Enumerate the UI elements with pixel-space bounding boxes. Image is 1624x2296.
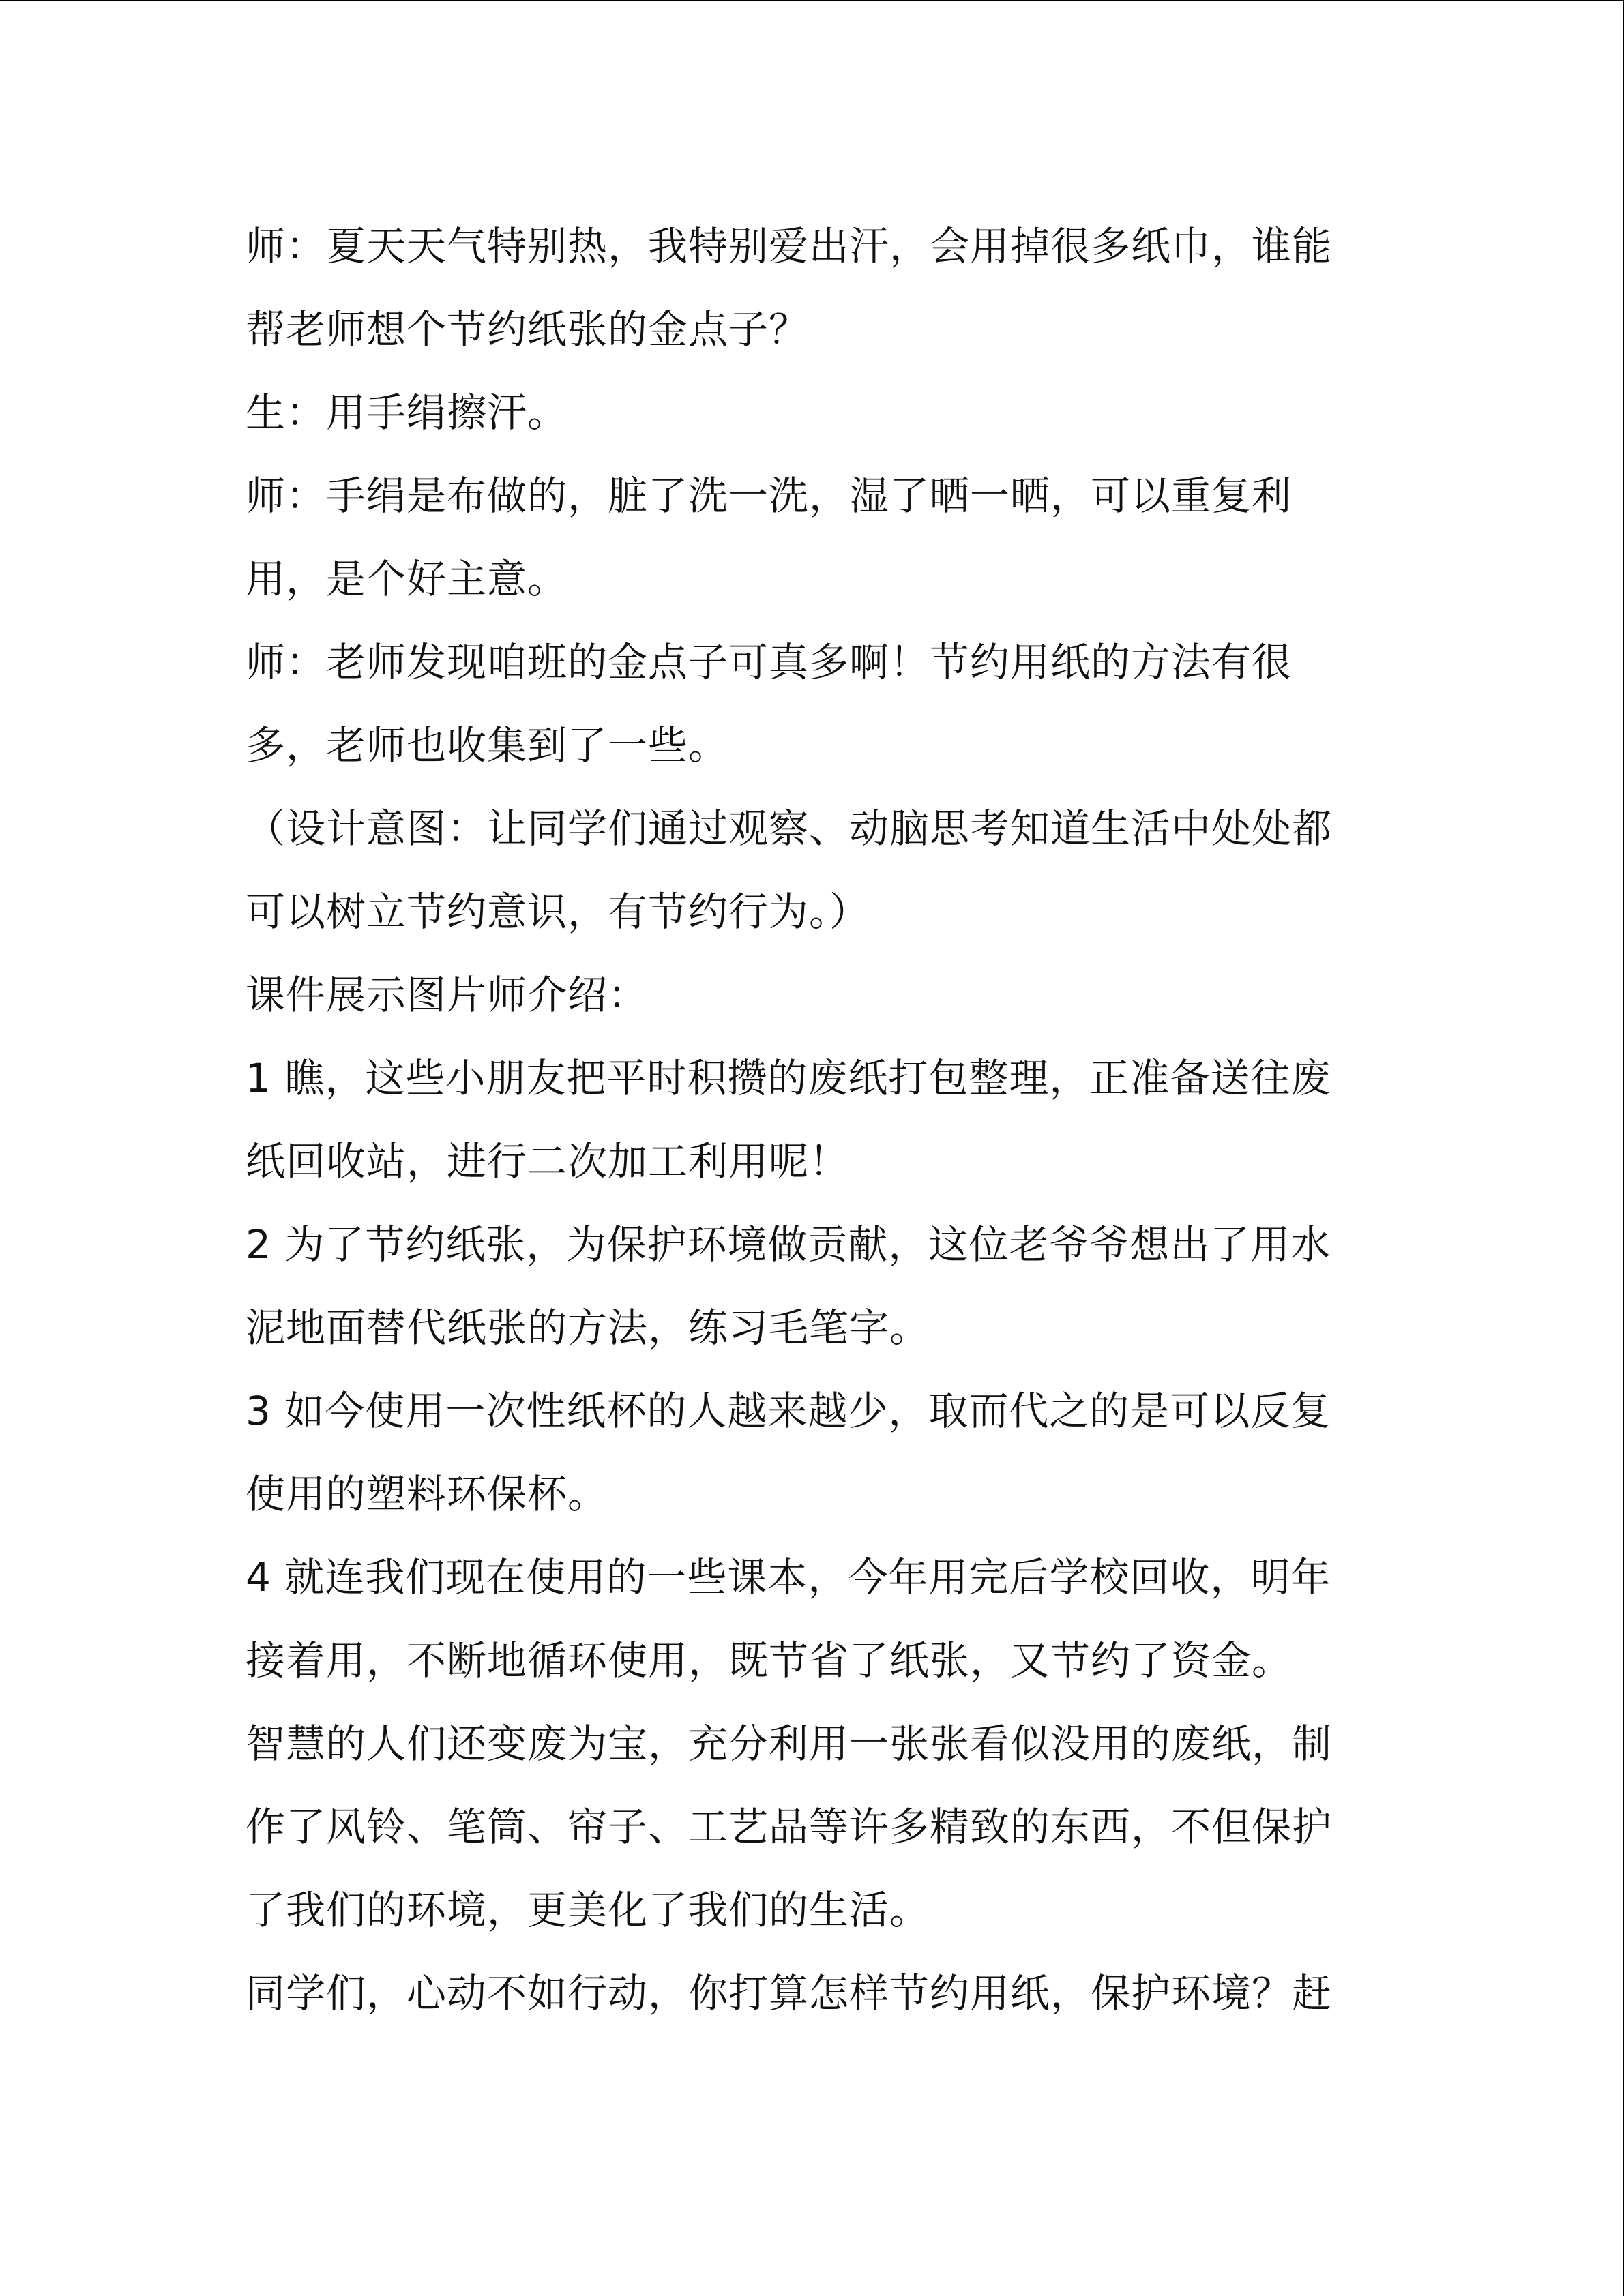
text-line: 生：用手绢擦汗。	[246, 389, 568, 436]
text-line: 接着用，不断地循环使用，既节省了纸张，又节约了资金。	[246, 1637, 1293, 1684]
text-line: 师：老师发现咱班的金点子可真多啊！节约用纸的方法有很	[246, 639, 1293, 685]
text-line: 3 如今使用一次性纸杯的人越来越少，取而代之的是可以反复	[246, 1388, 1331, 1434]
text-line: 了我们的环境，更美化了我们的生活。	[246, 1887, 930, 1933]
text-line: 1 瞧，这些小朋友把平时积攒的废纸打包整理，正准备送往废	[246, 1055, 1331, 1101]
text-line: 同学们，心动不如行动，你打算怎样节约用纸，保护环境？赶	[246, 1970, 1333, 2016]
text-line: 4 就连我们现在使用的一些课本，今年用完后学校回收，明年	[246, 1554, 1331, 1600]
text-line: 课件展示图片师介绍：	[246, 972, 649, 1018]
text-line: 2 为了节约纸张，为保护环境做贡献，这位老爷爷想出了用水	[246, 1221, 1331, 1268]
text-line: 帮老师想个节约纸张的金点子？	[246, 306, 810, 353]
text-line: 泥地面替代纸张的方法，练习毛笔字。	[246, 1304, 930, 1351]
page-border-top	[0, 0, 1624, 1]
text-line: 可以树立节约意识，有节约行为。）	[246, 889, 870, 935]
text-line: 师：夏天天气特别热，我特别爱出汗，会用掉很多纸巾，谁能	[246, 223, 1333, 269]
text-line: 师：手绢是布做的，脏了洗一洗，湿了晒一晒，可以重复利	[246, 473, 1293, 519]
text-line: 使用的塑料环保杯。	[246, 1471, 608, 1517]
text-line: 作了风铃、笔筒、帘子、工艺品等许多精致的东西，不但保护	[246, 1804, 1333, 1850]
text-line: 纸回收站，进行二次加工利用呢！	[246, 1138, 850, 1184]
text-line: （设计意图：让同学们通过观察、动脑思考知道生活中处处都	[246, 805, 1333, 852]
document-body	[246, 205, 1364, 2035]
text-line: 智慧的人们还变废为宝，充分利用一张张看似没用的废纸，制	[246, 1720, 1333, 1767]
text-line: 多，老师也收集到了一些。	[246, 722, 729, 769]
text-line: 用，是个好主意。	[246, 556, 568, 602]
